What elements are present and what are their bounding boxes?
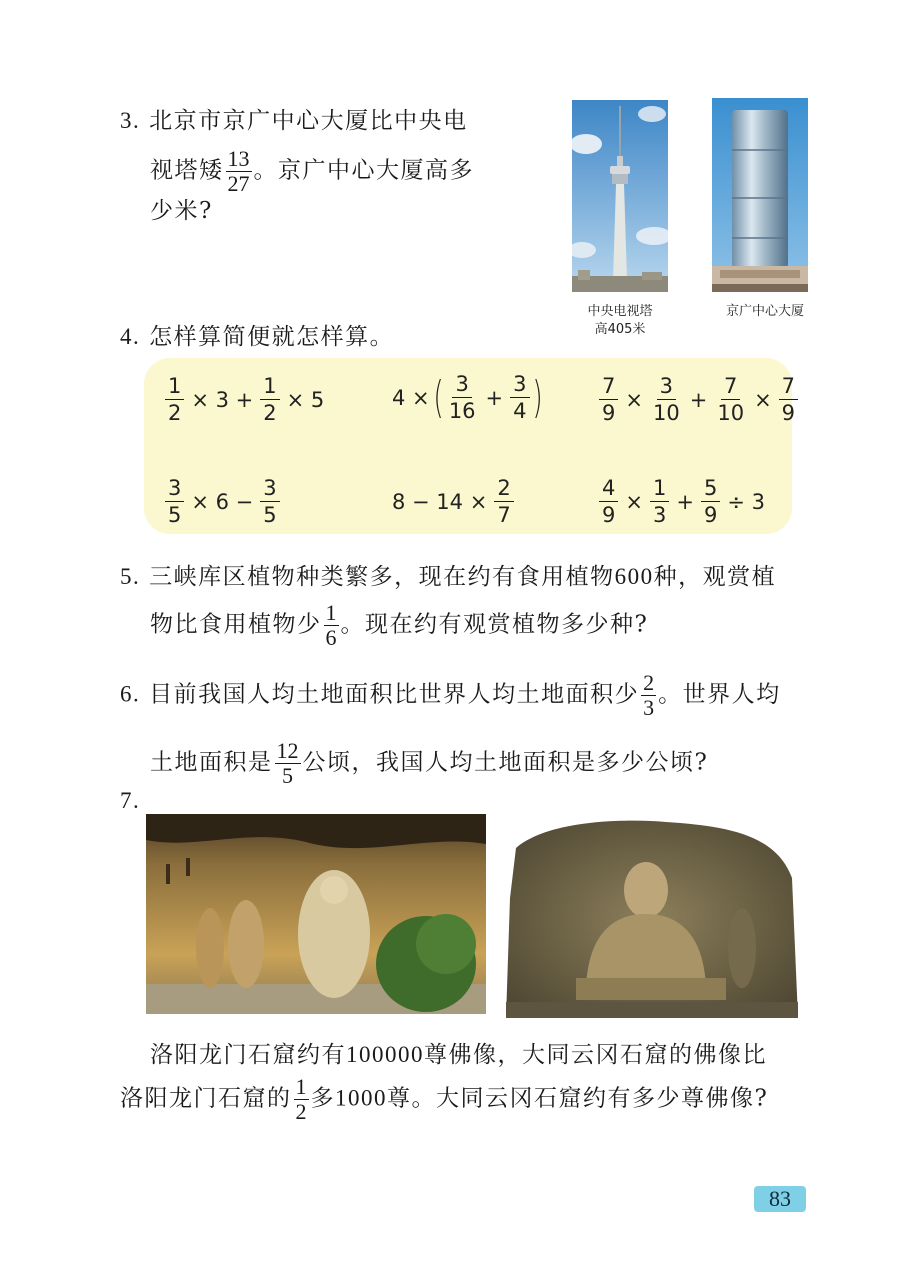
q6-number: 6. xyxy=(120,681,141,707)
q7-fraction: $\frac{1}{2}$ xyxy=(295,1074,307,1124)
q3-text-2b: 。京广中心大厦高多 xyxy=(253,157,474,184)
q6-line-1: 6. 目前我国人均土地面积比世界人均土地面积少 $\frac{2}{3}$ 。世界人均 xyxy=(120,670,781,720)
q5-fraction: $\frac{1}{6}$ xyxy=(325,600,337,650)
q3-number: 3. xyxy=(120,108,141,133)
q6-fraction-1: $\frac{2}{3}$ xyxy=(643,670,655,720)
expression-5: 8 − 14 × $\frac{2}{7}$ xyxy=(388,476,517,527)
q3-text-1: 北京市京广中心大厦比中央电 xyxy=(149,108,468,134)
q4-line xyxy=(120,322,394,352)
q4-text: 怎样算简便就怎样算。 xyxy=(149,324,395,350)
tower-caption-height: 高405米 xyxy=(594,322,646,337)
expression-2: 4 × ( $\frac{3}{16}$ + $\frac{3}{4}$ ) xyxy=(392,371,543,423)
q7-text-line-1: 洛阳龙门石窟约有100000尊佛像，大同云冈石窟的佛像比 xyxy=(150,1042,767,1068)
q5-number: 5. xyxy=(120,564,141,589)
q4-number: 4. xyxy=(120,324,141,349)
longmen-grottoes-photo xyxy=(146,814,486,1014)
q3-text-3: 少米? xyxy=(150,198,213,224)
q3-fraction: $\frac{13}{27}$ xyxy=(227,146,250,196)
q5-line-2: 物比食用植物少 $\frac{1}{6}$ 。现在约有观赏植物多少种? xyxy=(150,600,649,650)
cctv-tower-photo xyxy=(572,100,668,292)
q4-expression-box xyxy=(144,358,796,534)
tower-caption-name: 中央电视塔 xyxy=(587,304,653,319)
q3-line-2 xyxy=(150,148,474,195)
q3-line-3 xyxy=(150,196,213,226)
tower-caption xyxy=(572,303,668,339)
q3-text-2a: 视塔矮 xyxy=(150,157,224,184)
jingguang-center-photo xyxy=(712,98,808,292)
yungang-grottoes-photo xyxy=(506,818,798,1018)
expression-6: $\frac{4}{9}$ × $\frac{1}{3}$ + $\frac{5}{9}$ ÷ 3 xyxy=(596,476,769,527)
expression-3: $\frac{7}{9}$ × $\frac{3}{10}$ + $\frac{7}{10}$ × $\frac{7}{9}$ xyxy=(596,374,801,425)
q3-line-1 xyxy=(120,106,468,136)
page-number: 83 xyxy=(754,1186,806,1212)
q7-text-line-2: 洛阳龙门石窟的 $\frac{1}{2}$ 多1000尊。大同云冈石窟约有多少尊佛像? xyxy=(120,1074,769,1124)
q7-line xyxy=(120,786,140,816)
building-caption: 京广中心大厦 xyxy=(725,304,804,319)
q5-line-1: 5. 三峡库区植物种类繁多，现在约有食用植物600种，观赏植 xyxy=(120,564,777,590)
expression-4: $\frac{3}{5}$ × 6 − $\frac{3}{5}$ xyxy=(162,476,283,527)
q6-fraction-2: $\frac{12}{5}$ xyxy=(276,738,299,788)
expression-1: $\frac{1}{2}$ × 3 + $\frac{1}{2}$ × 5 xyxy=(162,374,328,425)
q6-line-2: 土地面积是 $\frac{12}{5}$ 公顷，我国人均土地面积是多少公顷? xyxy=(150,738,709,788)
q7-number: 7. xyxy=(120,788,141,813)
